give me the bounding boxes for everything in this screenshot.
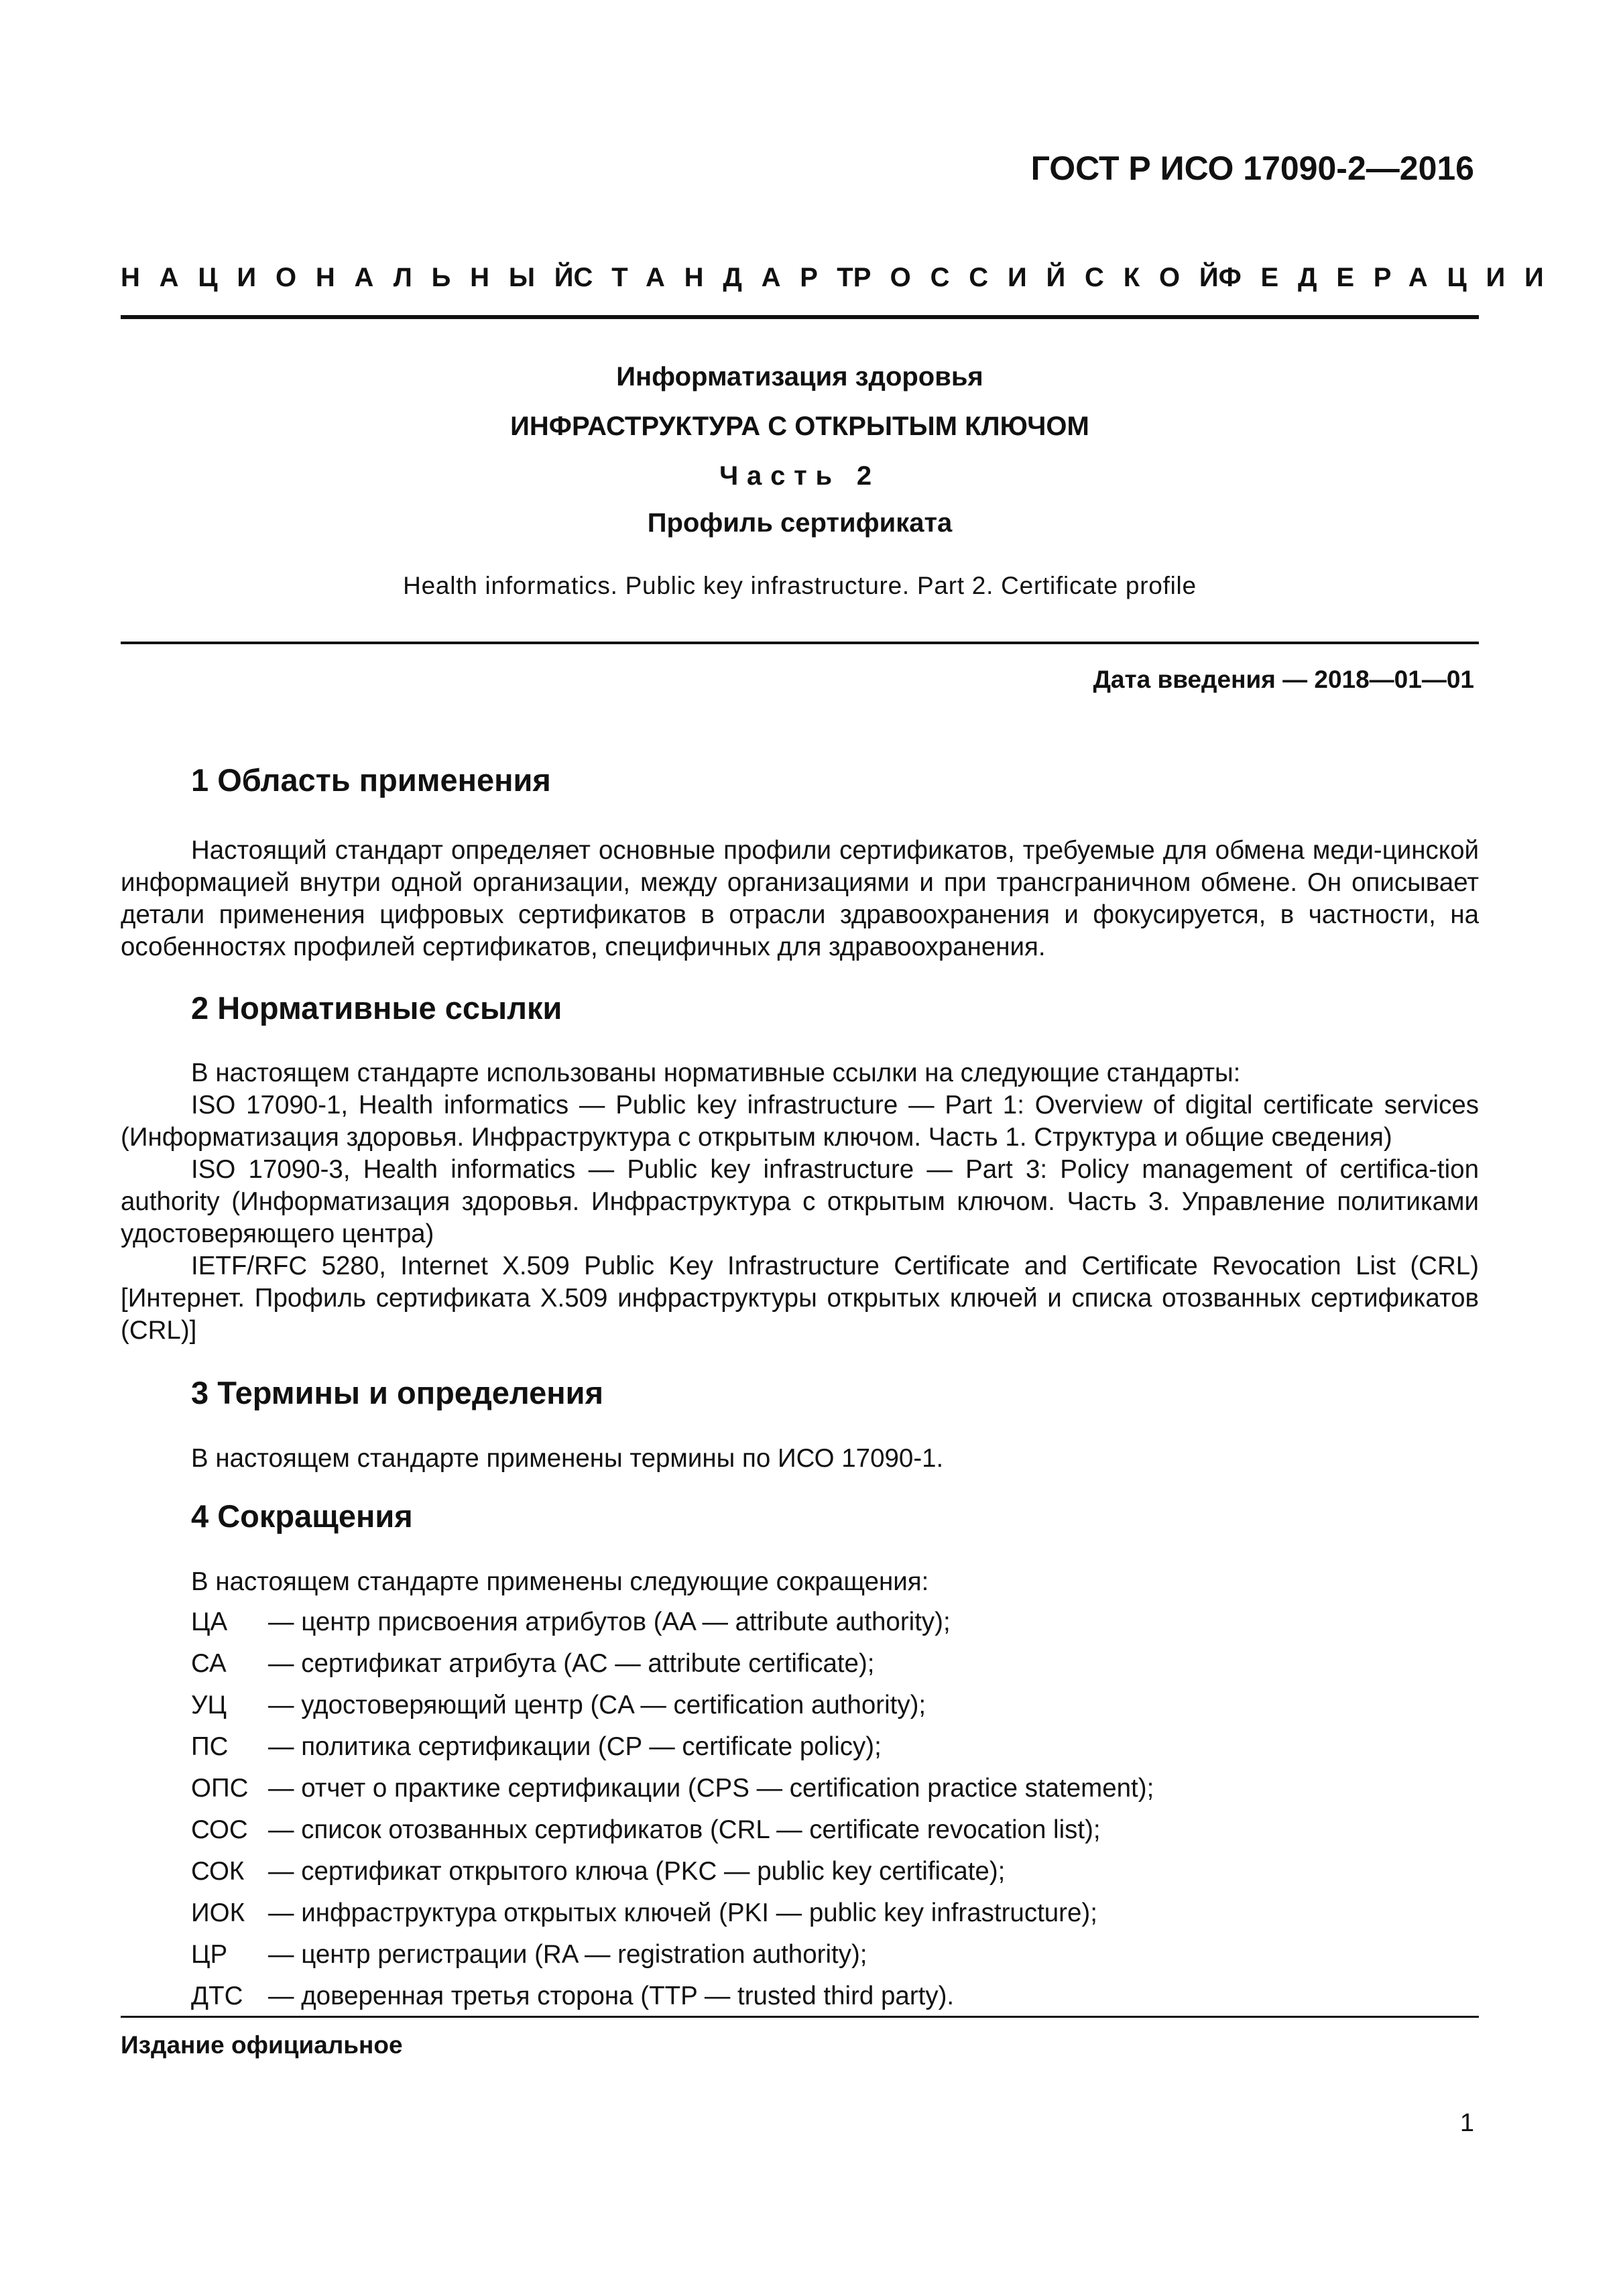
national-standard-banner <box>121 263 1563 293</box>
abbreviation-item <box>191 1774 1154 1815</box>
abbreviation-value: — отчет о практике сертификации (CPS — certification practice statement); <box>268 1774 1154 1803</box>
banner-word: НАЦИОНАЛЬНЫЙ <box>121 263 593 292</box>
introduction-date: Дата введения — 2018—01—01 <box>1093 666 1474 693</box>
reference-item: ISO 17090-3, Health informatics — Public key infrastructure — Part 3: Policy management of certifica-tion authority (Информатизация здоровья. Инфраструктура с открытым ключом. Часть 3. Управление политиками удостоверяющего центра) <box>121 1155 1479 1248</box>
banner-word: ФЕДЕРАЦИИ <box>1218 263 1563 292</box>
section-body <box>121 1566 1479 1598</box>
header-divider <box>121 315 1479 319</box>
abbreviation-key: ЦР <box>191 1940 228 1969</box>
title-subtitle: Профиль сертификата <box>647 508 953 538</box>
abbreviation-list <box>191 1608 1154 2023</box>
document-code: ГОСТ Р ИСО 17090-2—2016 <box>1030 149 1474 187</box>
page-number: 1 <box>1459 2109 1474 2137</box>
abbreviation-item <box>191 1649 1154 1691</box>
abbreviation-value: — инфраструктура открытых ключей (PKI — public key infrastructure); <box>268 1898 1097 1927</box>
abbreviation-value: — удостоверяющий центр (CA — certification authority); <box>268 1691 926 1719</box>
abbreviation-key: ОПС <box>191 1774 249 1803</box>
abbreviation-item <box>191 1691 1154 1732</box>
abbreviation-value: — сертификат атрибута (AC — attribute certificate); <box>268 1649 875 1678</box>
section-body <box>121 835 1479 963</box>
abbreviation-value: — список отозванных сертификатов (CRL — certificate revocation list); <box>268 1815 1101 1844</box>
abbreviation-key: УЦ <box>191 1691 227 1719</box>
abbreviation-item <box>191 1732 1154 1774</box>
abbreviation-key: ДТС <box>191 1982 243 2010</box>
title-part: Часть 2 <box>719 461 880 491</box>
abbreviation-key: СА <box>191 1649 227 1678</box>
abbreviation-key: ПС <box>191 1732 229 1761</box>
paragraph: В настоящем стандарте применены термины по ИСО 17090-1. <box>191 1444 944 1473</box>
banner-word: СТАНДАРТ <box>573 263 873 292</box>
title-line-2: ИНФРАСТРУКТУРА С ОТКРЫТЫМ КЛЮЧОМ <box>510 412 1089 441</box>
paragraph: Настоящий стандарт определяет основные профили сертификатов, требуемые для обмена меди-цинской информацией внутри одной организации, между организациями и при трансграничном обмене. Он описывает детали применения цифровых сертификатов в отрасли здравоохранения и фокусируется, в частности, на особенностях профилей сертификатов, специфичных для здравоохранения. <box>121 836 1479 961</box>
title-line-1: Информатизация здоровья <box>616 362 983 391</box>
banner-word: РОССИЙСКОЙ <box>853 263 1238 292</box>
section-heading: 2 Нормативные ссылки <box>191 990 562 1026</box>
abbreviation-item <box>191 1815 1154 1857</box>
section-body <box>121 1057 1479 1347</box>
abbreviation-value: — доверенная третья сторона (TTP — trusted third party). <box>268 1982 955 2010</box>
abbreviation-value: — политика сертификации (CP — certificate policy); <box>268 1732 882 1761</box>
title-english: Health informatics. Public key infrastructure. Part 2. Certificate profile <box>403 572 1197 599</box>
section-heading: 4 Сокращения <box>191 1498 413 1534</box>
abbreviation-value: — сертификат открытого ключа (PKC — public key certificate); <box>268 1857 1006 1886</box>
reference-item: IETF/RFC 5280, Internet X.509 Public Key Infrastructure Certificate and Certificate Revocation List (CRL) [Интернет. Профиль сертификата X.509 инфраструктуры открытых ключей и списка отозванных сертификатов (CRL)] <box>121 1252 1479 1345</box>
abbreviation-key: СОС <box>191 1815 248 1844</box>
abbreviation-value: — центр регистрации (RA — registration authority); <box>268 1940 867 1969</box>
abbreviation-value: — центр присвоения атрибутов (AA — attribute authority); <box>268 1608 951 1636</box>
title-divider <box>121 642 1479 644</box>
abbreviation-item <box>191 1857 1154 1898</box>
abbreviation-key: ЦА <box>191 1608 228 1636</box>
paragraph: В настоящем стандарте использованы нормативные ссылки на следующие стандарты: <box>191 1059 1241 1087</box>
paragraph: В настоящем стандарте применены следующие сокращения: <box>191 1567 929 1596</box>
abbreviation-item <box>191 1898 1154 1940</box>
abbreviation-key: ИОК <box>191 1898 245 1927</box>
reference-item: ISO 17090-1, Health informatics — Public key infrastructure — Part 1: Overview of digital certificate services (Информатизация здоровья. Инфраструктура с открытым ключом. Часть 1. Структура и общие сведения) <box>121 1091 1479 1152</box>
section-heading: 3 Термины и определения <box>191 1375 603 1410</box>
abbreviation-item <box>191 1940 1154 1982</box>
section-body <box>121 1443 1479 1475</box>
section-heading: 1 Область применения <box>191 762 551 798</box>
footer-divider <box>121 2016 1479 2018</box>
abbreviation-key: СОК <box>191 1857 245 1886</box>
edition-note: Издание официальное <box>121 2031 403 2059</box>
abbreviation-item <box>191 1608 1154 1649</box>
